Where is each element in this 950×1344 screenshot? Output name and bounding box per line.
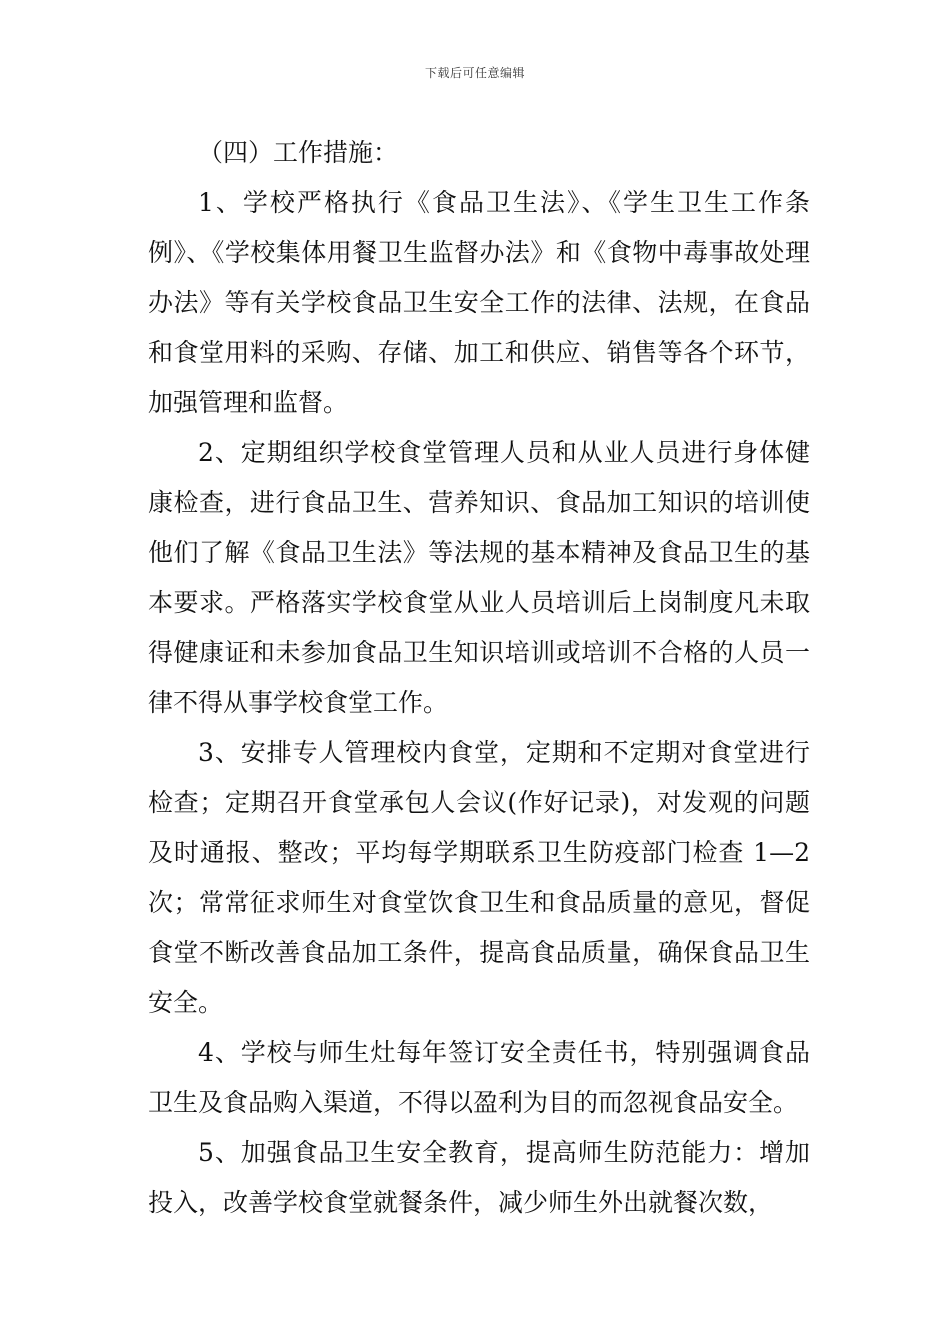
paragraph-2: 2、定期组织学校食堂管理人员和从业人员进行身体健康检查，进行食品卫生、营养知识、食品加工知识的培训使他们了解《食品卫生法》等法规的基本精神及食品卫生的基本要求。严格落实学校食堂从业人员培训后上岗制度凡未取得健康证和未参加食品卫生知识培训或培训不合格的人员一律不得从事学校食堂工作。 — [148, 438, 810, 717]
paragraph-4: 4、学校与师生灶每年签订安全责任书，特别强调食品卫生及食品购入渠道，不得以盈利为目的而忽视食品安全。 — [148, 1038, 810, 1117]
paragraph-1: 1、学校严格执行《食品卫生法》、《学生卫生工作条例》、《学校集体用餐卫生监督办法》和《食物中毒事故处理办法》等有关学校食品卫生安全工作的法律、法规，在食品和食堂用料的采购、存储、加工和供应、销售等各个环节，加强管理和监督。 — [148, 188, 810, 417]
document-body — [148, 128, 810, 1228]
paragraph-5: 5、加强食品卫生安全教育，提高师生防范能力：增加投入，改善学校食堂就餐条件，减少师生外出就餐次数， — [148, 1138, 810, 1217]
section-heading: （四）工作措施： — [198, 138, 399, 167]
paragraph-3: 3、安排专人管理校内食堂，定期和不定期对食堂进行检查；定期召开食堂承包人会议(作好记录)，对发观的问题及时通报、整改；平均每学期联系卫生防疫部门检查 1—2 次；常常征求师生对食堂饮食卫生和食品质量的意见，督促食堂不断改善食品加工条件，提高食品质量，确保食品卫生安全。 — [148, 738, 810, 1017]
page-header-note: 下载后可任意编辑 — [424, 66, 525, 80]
